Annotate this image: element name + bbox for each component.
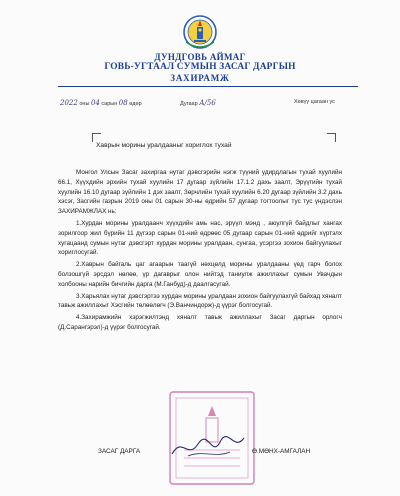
decree-number (180, 99, 216, 107)
handwritten-signature (168, 432, 248, 462)
subject-bracket-left (92, 133, 101, 142)
day-handwritten: 08 (118, 99, 128, 107)
body-item-2: 2.Хаврын байгаль цаг агаарын таагүй нөхцөлд морины уралдааны үед гарч болох болзошгүй эрсдэл нөлөө, үр дагаврыг олон нийтэд таниулж ажиллахыг сумын Увачдын холбооны нарийн бичгийн дарга (М.Ганбуд)-д даалгасугай. (58, 261, 342, 288)
header-divider (58, 86, 358, 87)
year-label: оны (79, 101, 90, 107)
month-handwritten: 04 (90, 99, 100, 107)
date-line (60, 99, 142, 107)
body-item-1: 1.Хурдан морины уралдаанч хүүхдийн амь нас, эрүүл мэнд , аюулгүй байдлыг хангах зорилгоор жил бүрийн 11 дүгээр сарын 01-ний өдрөөс 05 дугаар сарын 01-ний өдрийг хүртэлх хугацаанд сумын нутаг дэвсгэрт хурдан морины уралдаан, сунгаа, усэргээ зохион байгуулахыг хориглосугай. (58, 219, 342, 257)
header-province: ДУНДГОВЬ АЙМАГ (154, 52, 246, 62)
body-item-3: 3.Харьялах нутаг дэвсгэртээ хурдан морины уралдаан зохион байгуулахгүй байхад хяналт тавьж ажиллахыг Хэсгийн төлөөлөгч (Э.Ванчиндорж)-д үүрэг болгосугай. (58, 292, 342, 310)
year-handwritten: 2022 (60, 99, 78, 107)
decree-subject: Хаврын морины уралдааныг хориглох тухай (96, 142, 232, 149)
header-governor-office: ГОВЬ-УГТААЛ СУМЫН ЗАСАГ ДАРГЫН (104, 62, 296, 72)
soyombo-emblem-icon (182, 12, 218, 52)
number-handwritten: А/56 (199, 99, 216, 107)
header-decree-title: ЗАХИРАМЖ (170, 73, 230, 83)
body-preamble: Монгол Улсын Засаг захиргаа нутаг дэвсгэрийн нэгж түүний удирдлагын тухай хуулийн 66.1, Хүүхдийн эрхийн тухай хуулийн 17 дугаар зүйлийн 17.1.2 дахь заалт, Эрүүгийн тухай хуулийн 16.10 дугаар зүйлийн 1 дэх заалт, Зөрчлийн тухай хуулийн 6.20 дугаар зүйлийн 3.2 дахь хэсэг, Засгийн газрын 2019 оны 01 сарын 30-ны өдрийн 57 дугаар тогтоолыг тус тус үндэслэн ЗАХИРАМЖЛАХ нь: (58, 169, 342, 216)
signatory-title: ЗАСАГ ДАРГА (98, 448, 141, 455)
subject-bracket-right (327, 133, 336, 142)
number-label: Дугаар (180, 101, 198, 107)
place-name: Хөвүү цагаан ус (294, 99, 335, 105)
body-item-4: 4.Захирамжийн хэрэгжилтэнд хяналт тавьж ажиллахыг Засаг даргын орлогч (Д.Сарангэрэл)-д үүрэг болгосугай. (58, 314, 342, 331)
decree-body (58, 168, 342, 335)
signatory-name: Ө.МӨНХ-АМГАЛАН (252, 448, 311, 455)
day-label: өдөр (129, 101, 142, 107)
month-label: сарын (101, 101, 118, 107)
